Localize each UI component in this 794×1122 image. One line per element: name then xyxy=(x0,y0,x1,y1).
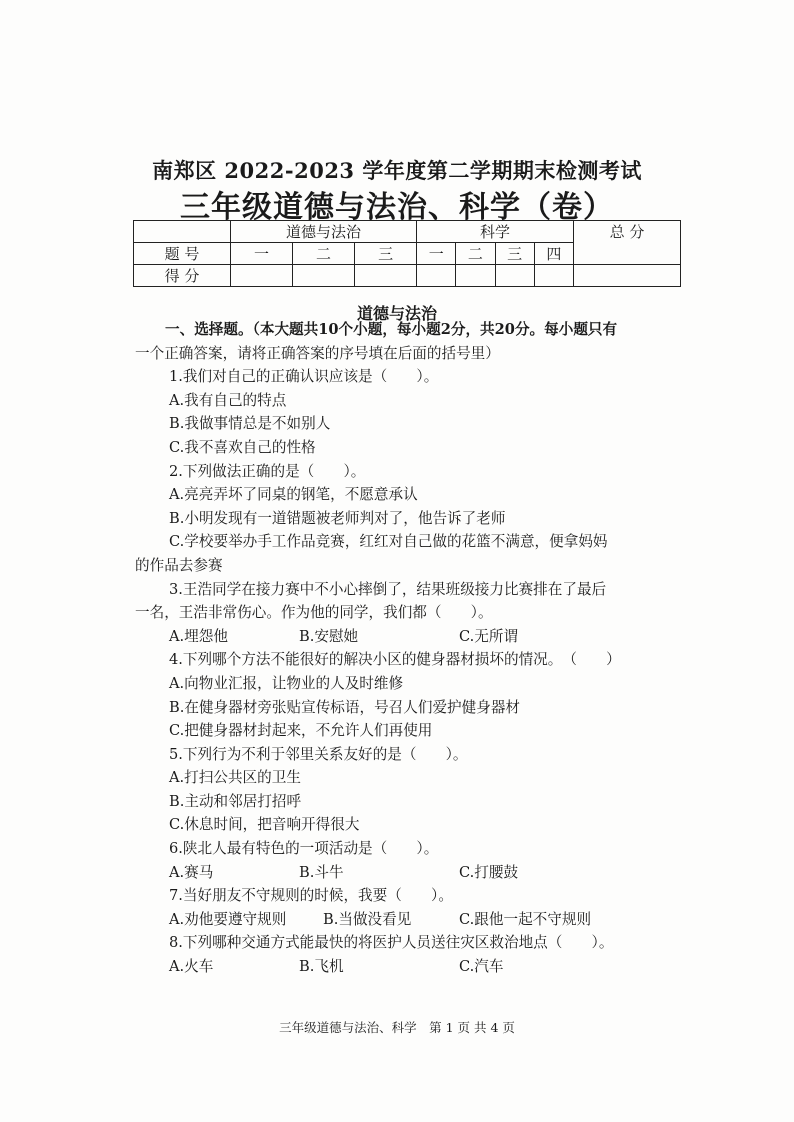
score-table-group-row xyxy=(134,221,681,243)
question-4-option-a: A.向物业汇报，让物业的人及时维修 xyxy=(169,674,404,692)
question-7-options xyxy=(135,908,675,932)
exam-title: 南郑区 2022-2023 学年度第二学期期末检测考试 xyxy=(152,158,642,183)
question-3-options xyxy=(135,625,675,649)
question-list xyxy=(135,318,675,979)
science-col-2: 二 xyxy=(456,243,495,265)
question-8-stem: 8.下列哪种交通方式能最快的将医护人员送往灾区救治地点（ ）。 xyxy=(169,934,614,952)
question-1-option-a: A.我有自己的特点 xyxy=(169,391,287,409)
score-cell[interactable] xyxy=(231,265,293,287)
score-cell[interactable] xyxy=(495,265,534,287)
score-table-group-morality: 道德与法治 xyxy=(231,221,417,243)
question-6-options xyxy=(135,861,675,885)
question-3-option-c: C.无所谓 xyxy=(459,627,519,645)
question-2-option-b: B.小明发现有一道错题被老师判对了，他告诉了老师 xyxy=(169,509,506,527)
question-1-option-b: B.我做事情总是不如别人 xyxy=(169,415,331,433)
question-8-option-c: C.汽车 xyxy=(459,958,504,976)
score-table-total: 总 分 xyxy=(574,221,681,265)
score-cell[interactable] xyxy=(456,265,495,287)
question-3-option-a: A.埋怨他 xyxy=(169,627,228,645)
question-3-stem-line1: 3.王浩同学在接力赛中不小心摔倒了，结果班级接力比赛排在了最后 xyxy=(169,580,607,598)
section-title: 道德与法治 xyxy=(356,304,437,323)
question-6-option-b: B.斗牛 xyxy=(299,863,344,881)
question-5-option-c: C.休息时间，把音响开得很大 xyxy=(169,816,360,834)
score-cell[interactable] xyxy=(417,265,456,287)
question-6-option-c: C.打腰鼓 xyxy=(459,863,519,881)
page-footer: 三年级道德与法治、科学 第 1 页 共 4 页 xyxy=(279,1020,515,1035)
question-1-option-c: C.我不喜欢自己的性格 xyxy=(169,438,316,456)
question-2-stem: 2.下列做法正确的是（ ）。 xyxy=(169,462,366,480)
question-7-stem: 7.当好朋友不守规则的时候，我要（ ）。 xyxy=(169,887,453,905)
part1-instruction-line1: 一、选择题。（本大题共10个小题，每小题2分，共20分。每小题只有 xyxy=(165,321,618,338)
morality-col-1: 一 xyxy=(231,243,293,265)
question-3-option-b: B.安慰她 xyxy=(299,627,359,645)
question-7-option-b: B.当做没看见 xyxy=(323,910,412,928)
question-2-option-a: A.亮亮弄坏了同桌的钢笔，不愿意承认 xyxy=(169,486,418,504)
score-table xyxy=(133,220,681,287)
question-5-option-b: B.主动和邻居打招呼 xyxy=(169,792,302,810)
question-4-option-b: B.在健身器材旁张贴宣传标语，号召人们爱护健身器材 xyxy=(169,698,521,716)
score-table-score-row xyxy=(134,265,681,287)
question-6-option-a: A.赛马 xyxy=(169,863,214,881)
question-4-option-c: C.把健身器材封起来，不允许人们再使用 xyxy=(169,722,433,740)
score-cell[interactable] xyxy=(355,265,417,287)
morality-col-2: 二 xyxy=(293,243,355,265)
question-4-stem: 4.下列哪个方法不能很好的解决小区的健身器材损坏的情况。 （ ） xyxy=(169,651,621,669)
question-7-option-c: C.跟他一起不守规则 xyxy=(459,910,592,928)
part1-instruction-line2: 一个正确答案，请将正确答案的序号填在后面的括号里） xyxy=(135,344,500,362)
score-cell-total[interactable] xyxy=(574,265,681,287)
question-6-stem: 6.陕北人最有特色的一项活动是（ ）。 xyxy=(169,840,439,858)
score-table-corner xyxy=(134,221,231,243)
score-cell[interactable] xyxy=(534,265,573,287)
exam-subtitle: 三年级道德与法治、科学（卷） xyxy=(180,190,614,225)
question-8-options xyxy=(135,955,675,979)
question-2-option-c-line1: C.学校要举办手工作品竞赛，红红对自己做的花篮不满意，便拿妈妈 xyxy=(169,533,608,551)
science-col-1: 一 xyxy=(417,243,456,265)
question-7-option-a: A.劝他要遵守规则 xyxy=(169,910,287,928)
science-col-4: 四 xyxy=(534,243,573,265)
score-table-number-label: 题 号 xyxy=(134,243,231,265)
score-cell[interactable] xyxy=(293,265,355,287)
question-5-option-a: A.打扫公共区的卫生 xyxy=(169,769,301,787)
question-1-stem: 1.我们对自己的正确认识应该是（ ）。 xyxy=(169,368,439,386)
question-8-option-b: B.飞机 xyxy=(299,958,344,976)
score-table-group-science: 科学 xyxy=(417,221,574,243)
science-col-3: 三 xyxy=(495,243,534,265)
score-table-score-label: 得 分 xyxy=(134,265,231,287)
morality-col-3: 三 xyxy=(355,243,417,265)
question-8-option-a: A.火车 xyxy=(169,958,214,976)
question-3-stem-line2: 一名，王浩非常伤心。作为他的同学，我们都（ ）。 xyxy=(135,604,493,622)
question-5-stem: 5.下列行为不利于邻里关系友好的是（ ）。 xyxy=(169,745,468,763)
question-2-option-c-line2: 的作品去参赛 xyxy=(135,556,223,574)
